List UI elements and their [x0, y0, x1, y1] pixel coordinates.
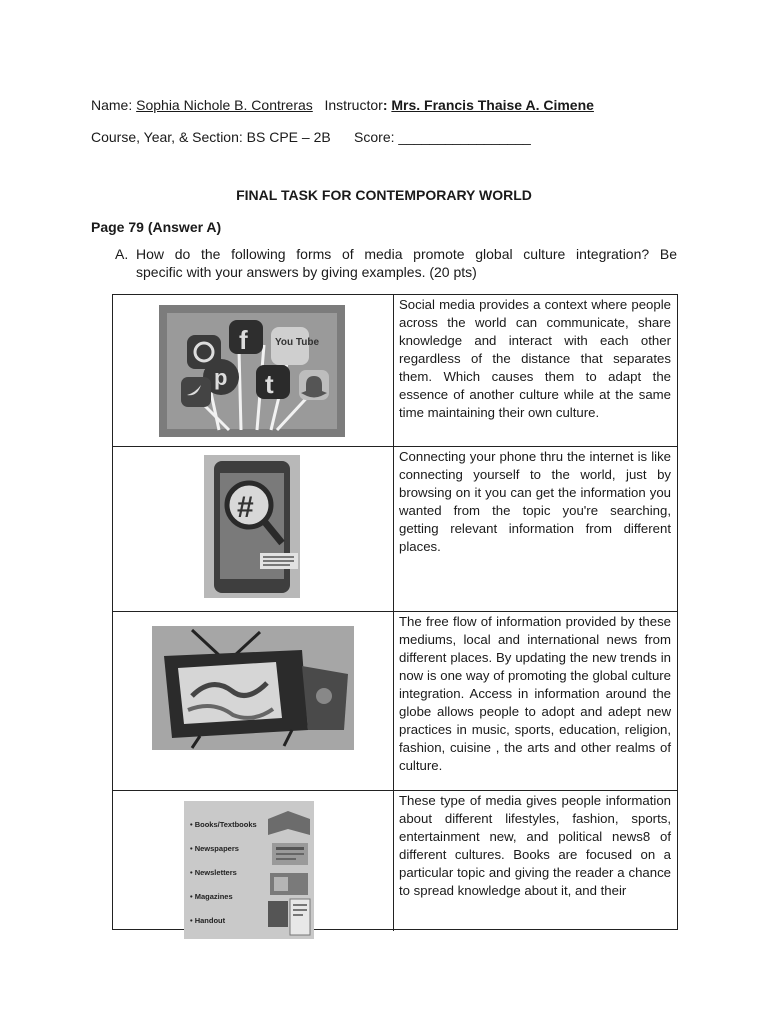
table-row	[113, 611, 677, 790]
magazine-icon	[268, 901, 288, 927]
question-marker: A.	[115, 246, 129, 262]
svg-text:You Tube: You Tube	[275, 337, 320, 348]
table-row	[113, 446, 677, 611]
document-title: FINAL TASK FOR CONTEMPORARY WORLD	[236, 187, 532, 203]
table-row	[113, 295, 677, 446]
instructor-label: Instructor	[324, 97, 383, 113]
answer-social-media: Social media provides a context where people across the world can communicate, share knowledge and interact with each other regardless of the distance that separates them. Which causes them to adapt the essence of another culture while at the same time maintaining their own culture.	[399, 297, 671, 420]
svg-text:f: f	[239, 325, 248, 355]
answer-print-media: These type of media gives people information about different lifestyles, fashion, sports, entertainment new, and political news8 of different cultures. Books are focused on a particular topic and giving the reader a chance to spread knowledge about it, and their	[399, 793, 671, 898]
page-reference: Page 79 (Answer A)	[91, 219, 222, 235]
course-label: Course, Year, & Section:	[91, 129, 243, 145]
list-item: Handout	[194, 916, 226, 925]
media-table	[112, 294, 678, 930]
svg-text:#: #	[237, 491, 254, 524]
answer-mobile-internet: Connecting your phone thru the internet is like connecting yourself to the world, just by browsing on it you can get the information you wanted from the topic you're searching, getting relevant information from different places.	[399, 449, 671, 554]
course-line	[91, 129, 531, 145]
list-item: Newspapers	[194, 844, 239, 853]
score-label: Score:	[354, 129, 395, 145]
list-item: Newsletters	[194, 868, 237, 877]
list-item: Books/Textbooks	[194, 820, 257, 829]
student-name: Sophia Nichole B. Contreras	[136, 97, 313, 113]
name-line: Name: Sophia Nichole B. Contreras Instructor: Mrs. Francis Thaise A. Cimene	[91, 97, 594, 113]
print-media-image: • Books/Textbooks • Newspapers • Newsletters • Magazines • Handout	[184, 801, 314, 939]
phone-hashtag-image	[204, 455, 300, 598]
list-item: Magazines	[194, 892, 233, 901]
television-image	[152, 626, 354, 750]
course-value: BS CPE – 2B	[246, 129, 331, 145]
book-icon	[268, 811, 310, 835]
social-media-image	[159, 305, 345, 437]
name-label: Name:	[91, 97, 133, 113]
question-line-1: How do the following forms of media promote global culture integration? Be	[136, 246, 677, 262]
answer-television: The free flow of information provided by these mediums, local and international news from different places. By updating the new trends in now is one way of promoting the global culture integration. Access in information around the globe allows people to adopt and adept new practices in music, sports, education, religion, fashion, cuisine , the arts and other realms of culture.	[399, 614, 671, 773]
score-blank: _________________	[398, 129, 531, 145]
instructor-name: Mrs. Francis Thaise A. Cimene	[391, 97, 594, 113]
table-row	[113, 790, 677, 931]
question-line-2: specific with your answers by giving examples. (20 pts)	[136, 264, 477, 280]
svg-text:t: t	[265, 369, 274, 399]
svg-text:p: p	[214, 365, 228, 390]
